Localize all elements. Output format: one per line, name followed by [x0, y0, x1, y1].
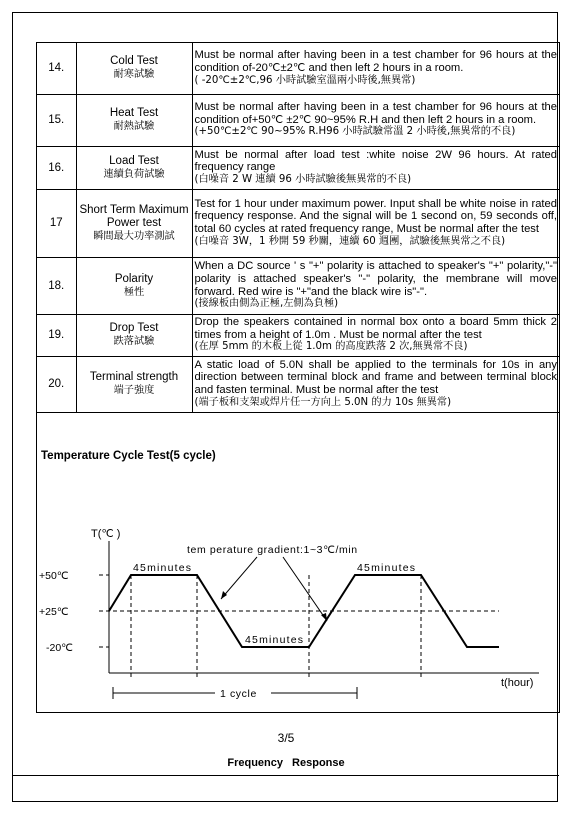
- hold-label-1: 45minutes: [133, 562, 193, 574]
- document-page: [12, 12, 558, 802]
- footer-divider: [13, 775, 559, 776]
- test-name: [76, 314, 192, 356]
- test-description: [192, 314, 559, 356]
- test-name: [76, 94, 192, 146]
- test-description: [192, 356, 559, 412]
- description-en: When a DC source ' s "+" polarity is attached to speaker's "+" polarity,"-" polarity is attached speaker's "-" polarity, the membrane will move forward. Red wire is "+"and the black wire is"-".: [194, 260, 557, 298]
- description-en: Test for 1 hour under maximum power. Input shall be white noise in rated frequency response. And the signal will be 1 second on, 59 seconds off, total 60 cycles at rated frequency range, Must be normal after the test: [194, 197, 557, 235]
- description-en: A static load of 5.0N shall be applied to the terminals for 10s in any direction between terminal block and frame and between terminal block and fasten terminal. Must be normal after the test: [194, 358, 557, 396]
- test-description: [192, 257, 559, 314]
- test-name: [76, 43, 192, 94]
- description-en: Must be normal after having been in a test chamber for 96 hours at the condition of+50℃ ±2℃ 90~95% R.H and then left 2 hours in a room.: [194, 101, 557, 126]
- test-name-cn: 端子強度: [113, 385, 155, 396]
- test-name-cn: 跌落試驗: [113, 336, 155, 347]
- description-cn: (接線板由側為正極,左側為負極): [194, 298, 339, 310]
- gradient-arrow-left: [221, 557, 257, 599]
- test-name-cn: 極性: [123, 286, 145, 298]
- page-number: 3/5: [277, 731, 295, 745]
- test-spec-table: [37, 43, 559, 413]
- test-description: [192, 43, 559, 94]
- test-name-en: Terminal strength: [89, 371, 179, 383]
- description-en: Must be normal after having been in a test chamber for 96 hours at the condition of-20℃±2℃ and then left 2 hours in a room.: [194, 49, 557, 74]
- description-cn: (白噪音 2 W 連續 96 小時試驗後無異常的不良): [194, 173, 412, 185]
- row-number: 14.: [37, 43, 76, 94]
- test-description: [192, 94, 559, 146]
- spec-row: [37, 356, 559, 412]
- temperature-cycle-chart: [37, 443, 559, 713]
- spec-row: [37, 146, 559, 189]
- row-number: 16.: [37, 146, 76, 189]
- temp-label-high: +50℃: [39, 570, 69, 582]
- test-name-en: Cold Test: [110, 55, 158, 68]
- description-cn: (+50℃±2℃ 90~95% R.H96 小時試驗常溫 2 小時後,無異常的不良): [194, 126, 516, 138]
- chart-title: Temperature Cycle Test(5 cycle): [41, 450, 216, 462]
- hold-label-2: 45minutes: [245, 634, 305, 646]
- row-number: 15.: [37, 94, 76, 146]
- test-description: [192, 189, 559, 257]
- description-en: Drop the speakers contained in normal box onto a board 5mm thick 2 times from a height of 1.0m . Must be normal after the test: [194, 316, 557, 341]
- spec-row: [37, 314, 559, 356]
- hold-label-3: 45minutes: [357, 562, 417, 574]
- spec-row: [37, 189, 559, 257]
- description-cn: ( -20℃±2℃,96 小時試驗室溫兩小時後,無異常): [194, 74, 416, 86]
- test-name-en: Heat Test: [109, 107, 159, 119]
- test-name-cn: 耐熱試驗: [113, 121, 155, 132]
- description-cn: (在厚 5mm 的木板上從 1.0m 的高度跌落 2 次,無異常不良): [194, 341, 468, 353]
- test-name: [76, 257, 192, 314]
- spec-row: [37, 257, 559, 314]
- temp-label-room: +25℃: [39, 606, 69, 618]
- temp-label-low: -20℃: [46, 642, 73, 654]
- test-name-cn: 耐寒試驗: [113, 69, 155, 81]
- test-description: [192, 146, 559, 189]
- gradient-label: tem perature gradient:1~3℃/min: [187, 544, 358, 556]
- test-name: [76, 189, 192, 257]
- phase-dividers: [131, 575, 421, 679]
- row-number: 18.: [37, 257, 76, 314]
- spec-row: [37, 43, 559, 94]
- description-cn: (端子板和支架或焊片任一方向上 5.0N 的力 10s 無異常): [194, 396, 452, 408]
- x-axis-label: t(hour): [501, 677, 534, 689]
- test-name-en: Drop Test: [109, 322, 159, 334]
- test-name-en: Polarity: [114, 272, 154, 285]
- row-number: 17: [37, 189, 76, 257]
- y-axis-label: T(℃ ): [91, 528, 121, 540]
- row-number: 19.: [37, 314, 76, 356]
- next-section-title: Frequency Response: [227, 757, 345, 769]
- test-name-cn: 連續負荷試驗: [103, 168, 165, 180]
- test-name: [76, 146, 192, 189]
- row-number: 20.: [37, 356, 76, 412]
- spec-row: [37, 94, 559, 146]
- test-name: [76, 356, 192, 412]
- spec-frame: [36, 42, 560, 713]
- description-cn: (白噪音 3W，1 秒開 59 秒關，連續 60 週團，試驗後無異常之不良): [194, 235, 506, 247]
- description-en: Must be normal after load test :white noise 2W 96 hours. At rated frequency range: [194, 148, 557, 174]
- test-name-en: Load Test: [109, 154, 159, 167]
- cycle-span-label: 1 cycle: [220, 688, 257, 700]
- gradient-arrowhead-left: [221, 591, 227, 599]
- test-name-en: Short Term Maximum Power test: [79, 203, 189, 229]
- test-name-cn: 瞬間最大功率測試: [93, 230, 175, 242]
